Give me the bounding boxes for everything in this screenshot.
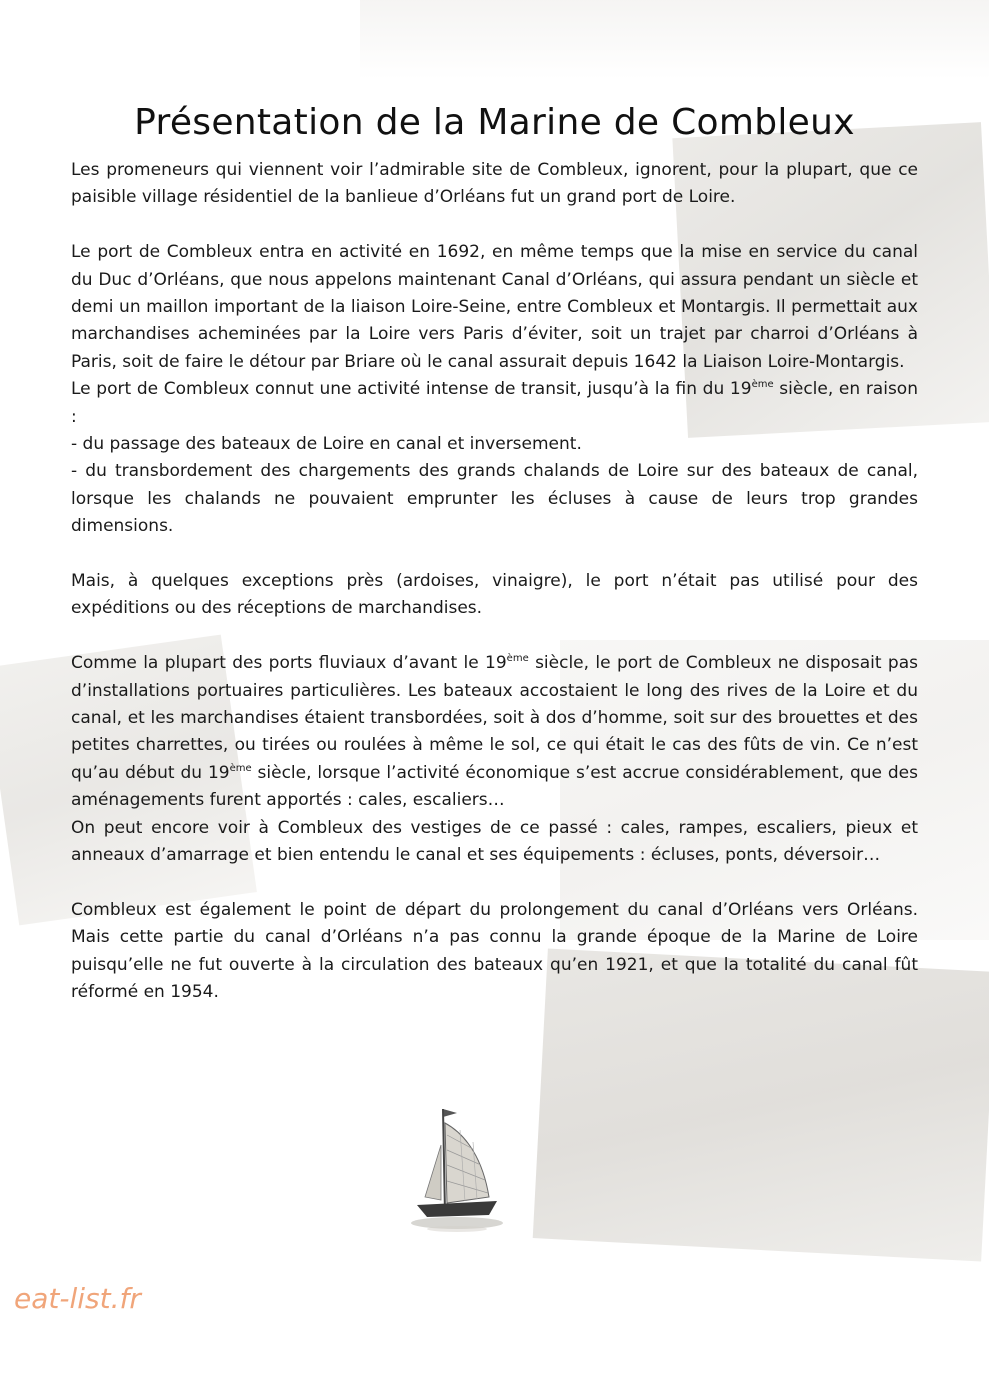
paragraph-history: Le port de Combleux entra en activité en 1692, en même temps que la mise en service du canal du Duc d’Orléans, que nous appelons maintenant Canal d’Orléans, qui assura pendant un siècle et demi un maillon important de la liaison Loire-Seine, entre Combleux et Montargis. Il permettait aux marchandises acheminées par la Loire vers Paris d’éviter, soit un trajet par charroi d’Orléans à Paris, soit de faire le détour par Briare où le canal assurait depuis 1642 la Liaison Loire-Montargis.: [71, 242, 918, 372]
paragraph-exceptions: Mais, à quelques exceptions près (ardoises, vinaigre), le port n’était pas utilisé pour des expéditions ou des réceptions de marchandises.: [71, 571, 918, 619]
paragraph-installations: Comme la plupart des ports fluviaux d’avant le 19ème siècle, le port de Combleux ne disposait pas d’installations portuaires particulières. Les bateaux accostaient le long des rives de la Loire et du canal, et les marchandises étaient transbordées, soit à dos d’homme, soit sur des brouettes et des petites charrettes, ou tirées ou roulées à même le sol, ce qui était le cas des fûts de vin. Ce n’est qu’au début du 19ème siècle, lorsque l’activité économique s’est accrue considérablement, que des aménagements furent apportés : cales, escaliers…: [71, 653, 918, 811]
page-title: Présentation de la Marine de Combleux: [134, 102, 855, 144]
list-item-transbordement: - du transbordement des chargements des grands chalands de Loire sur des bateaux de canal, lorsque les chalands ne pouvaient emprunter les écluses à cause de leurs trop grandes dimensions.: [71, 461, 918, 537]
sailboat-icon: [405, 1105, 505, 1235]
paragraph-intro: Les promeneurs qui viennent voir l’admirable site de Combleux, ignorent, pour la plupart, que ce paisible village résidentiel de la banlieue d’Orléans fut un grand port de Loire.: [71, 160, 918, 208]
list-item-passage: - du passage des bateaux de Loire en canal et inversement.: [71, 434, 582, 455]
paragraph-transit: Le port de Combleux connut une activité intense de transit, jusqu’à la fin du 19ème siècle, en raison :: [71, 379, 918, 427]
paragraph-vestiges: On peut encore voir à Combleux des vestiges de ce passé : cales, rampes, escaliers, pieux et anneaux d’amarrage et bien entendu le canal et ses équipements : écluses, ponts, déversoir…: [71, 817, 918, 866]
article-body: [71, 157, 918, 1007]
paragraph-prolongement: Combleux est également le point de départ du prolongement du canal d’Orléans vers Orléans. Mais cette partie du canal d’Orléans n’a pas connu la grande époque de la Marine de Loire puisqu’elle ne fut ouverte à la circulation des bateaux qu’en 1921, et que la totalité du canal fût réformé en 1954.: [71, 899, 918, 1003]
watermark-logo: eat-list.fr: [14, 1282, 141, 1315]
